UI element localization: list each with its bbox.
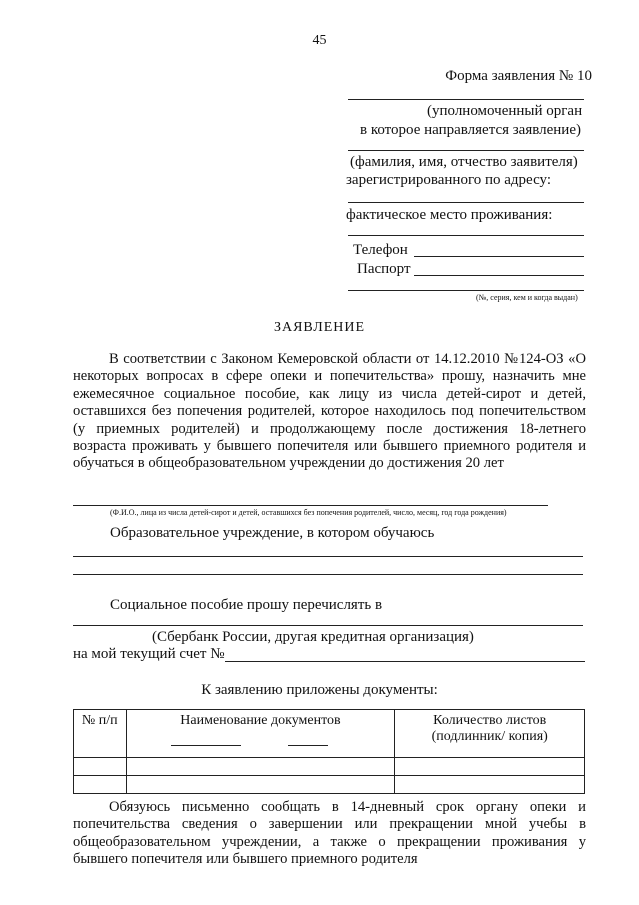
authority-caption-1: (уполномоченный орган — [427, 103, 583, 119]
page-number: 45 — [312, 33, 327, 48]
form-number: Форма заявления № 10 — [445, 68, 592, 84]
education-label: Образовательное учреждение, в котором обучаюсь — [110, 525, 435, 541]
table-cell[interactable] — [126, 776, 395, 794]
table-row — [74, 758, 585, 776]
education-input-line-1[interactable] — [73, 556, 583, 557]
table-cell[interactable] — [126, 758, 395, 776]
document-title: ЗАЯВЛЕНИЕ — [273, 320, 366, 335]
passport-details-input-line[interactable] — [348, 290, 584, 291]
passport-input-line[interactable] — [414, 275, 584, 276]
table-cell[interactable] — [395, 776, 585, 794]
applicant-name-caption: (фамилия, имя, отчество заявителя) — [350, 154, 578, 170]
benefit-label: Социальное пособие прошу перечислять в — [110, 597, 383, 613]
registered-address-label: зарегистрированного по адресу: — [346, 172, 551, 188]
person-details-input-line[interactable] — [73, 505, 548, 506]
table-cell[interactable] — [74, 758, 127, 776]
registered-address-input-line[interactable] — [348, 202, 584, 203]
table-cell[interactable] — [74, 776, 127, 794]
account-label: на мой текущий счет № — [73, 646, 225, 662]
person-details-note: (Ф.И.О., лица из числа детей-сирот и детей, оставшихся без попечения родителей, число, месяц, год года рождения) — [110, 508, 507, 517]
sheet-count-header-text: Количество листов — [433, 713, 547, 728]
documents-table — [73, 709, 585, 794]
table-cell[interactable] — [395, 758, 585, 776]
attachments-title: К заявлению приложены документы: — [201, 682, 438, 698]
authority-input-line[interactable] — [348, 99, 584, 100]
actual-residence-input-line[interactable] — [348, 235, 584, 236]
header-underlines — [127, 735, 395, 751]
request-body — [73, 351, 586, 473]
original-copy-header-text: (подлинник/ копия) — [431, 729, 548, 744]
phone-input-line[interactable] — [414, 256, 584, 257]
obligation-body — [73, 799, 586, 869]
passport-label: Паспорт — [357, 261, 411, 277]
bank-input-line[interactable] — [73, 625, 583, 626]
phone-label: Телефон — [353, 242, 408, 258]
education-input-line-2[interactable] — [73, 574, 583, 575]
document-name-header-text: Наименование документов — [180, 713, 341, 728]
header-underline-2 — [288, 745, 328, 746]
authority-caption-2: в которое направляется заявление) — [360, 122, 581, 138]
column-sheet-count-header — [395, 710, 585, 758]
table-header-row — [74, 710, 585, 758]
bank-note: (Сбербанк России, другая кредитная организация) — [152, 629, 474, 645]
column-number-header: № п/п — [74, 710, 127, 758]
obligation-paragraph: Обязуюсь письменно сообщать в 14-дневный срок органу опеки и попечительства сведения о завершении или прекращении мной учебы в общеобразовательном учреждении, а также о прекращении проживания у бывшего попечителя или бывшего приемного родителя — [73, 799, 586, 868]
applicant-name-input-line[interactable] — [348, 150, 584, 151]
actual-residence-label: фактическое место проживания: — [346, 207, 553, 223]
column-document-name-header — [126, 710, 395, 758]
passport-note: (№, серия, кем и когда выдан) — [476, 293, 578, 302]
header-underline-1 — [171, 745, 241, 746]
request-paragraph: В соответствии с Законом Кемеровской области от 14.12.2010 №124-ОЗ «О некоторых вопросах в сфере опеки и попечительства» прошу, назначить мне ежемесячное социальное пособие, как лицу из числа детей-сирот и детей, оставшихся без попечения родителей, которое находилось под попечительством (у приемных родителей) и продолжающему после достижения 18-летнего возраста проживать у бывшего попечителя или бывшего приемного родителя и обучаться в общеобразовательном учреждении до достижения 20 лет — [73, 351, 586, 472]
table-row — [74, 776, 585, 794]
account-input-line[interactable] — [225, 661, 585, 662]
